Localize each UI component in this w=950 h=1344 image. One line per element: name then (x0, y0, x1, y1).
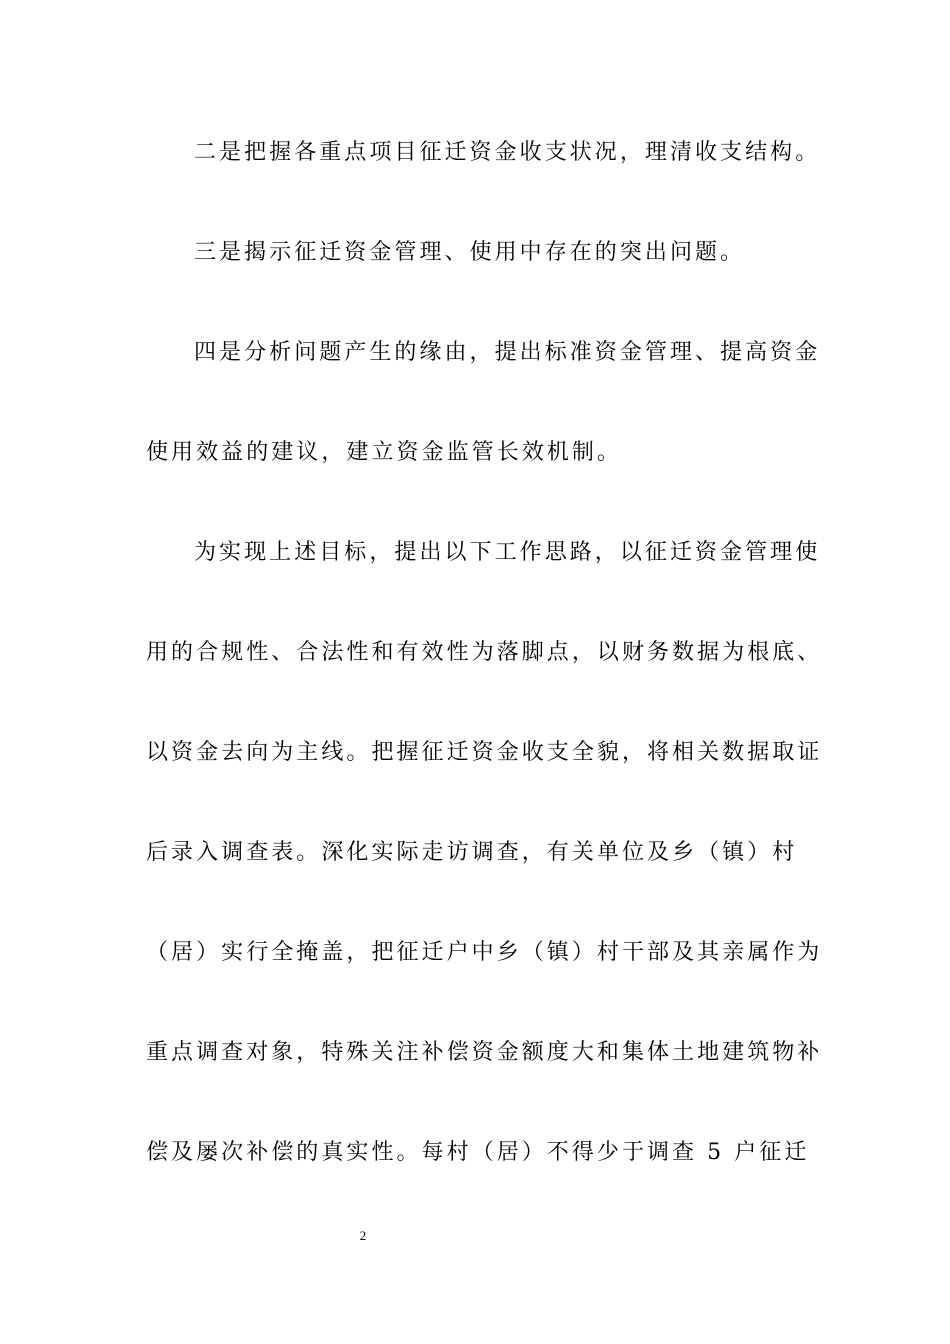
paragraph-line: 使用效益的建议，建立资金监管长效机制。 (146, 440, 622, 465)
paragraph-line: 以资金去向为主线。把握征迁资金收支全貌，将相关数据取证 (146, 740, 823, 765)
body-text (146, 128, 823, 1228)
paragraph-line: 用的合规性、合法性和有效性为落脚点，以财务数据为根底、 (146, 640, 823, 665)
paragraph-line: 二是把握各重点项目征迁资金收支状况，理清收支结构。 (194, 140, 821, 165)
page-number: 2 (359, 1228, 367, 1243)
paragraph-line: 重点调查对象，特殊关注补偿资金额度大和集体土地建筑物补 (146, 1040, 823, 1065)
paragraph-line: 后录入调查表。深化实际走访调查，有关单位及乡（镇）村 (146, 840, 798, 865)
paragraph-line: 偿及屡次补偿的真实性。每村（居）不得少于调查 5 户征迁 (146, 1140, 810, 1165)
paragraph-line: 四是分析问题产生的缘由，提出标准资金管理、提高资金 (194, 340, 821, 365)
paragraph-line: （居）实行全掩盖，把征迁户中乡（镇）村干部及其亲属作为 (146, 940, 823, 965)
paragraph-line: 三是揭示征迁资金管理、使用中存在的突出问题。 (194, 240, 746, 265)
paragraph-line: 为实现上述目标，提出以下工作思路，以征迁资金管理使 (194, 540, 821, 565)
